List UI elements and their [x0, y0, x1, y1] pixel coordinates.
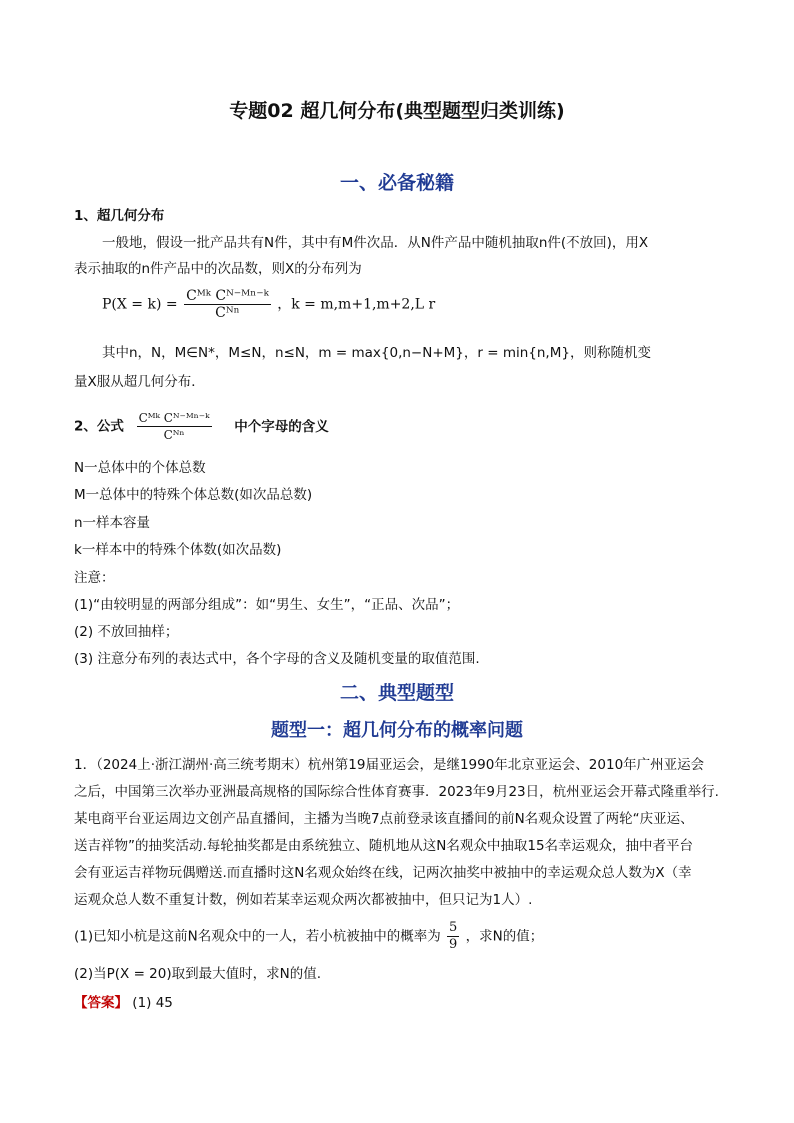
paragraph-2-line-2: 量X服从超几何分布． — [74, 374, 205, 390]
formula-rhs: ，k = m,m+1,m+2,L r — [277, 296, 436, 313]
formula-denominator: Cᴺⁿ — [215, 305, 240, 321]
paragraph-2-line-1: 其中n，N，M∈N*，M≤N，n≤N，m = max{0,n−N+M}，r = min{n,M}，则称随机变 — [102, 345, 651, 361]
question-1-line-5: 会有亚运吉祥物玩偶赠送.而直播时这N名观众始终在线，记两次抽奖中被抽中的幸运观众总人数为X（幸 — [74, 865, 692, 881]
definition-N: N一总体中的个体总数 — [74, 460, 206, 476]
heading-formula-prefix: 2、公式 — [74, 418, 124, 435]
definition-k: k一样本中的特殊个体数(如次品数) — [74, 542, 282, 558]
definition-M: M一总体中的特殊个体总数(如次品总数) — [74, 487, 313, 503]
subsection-heading-1: 题型一：超几何分布的概率问题 — [271, 720, 523, 741]
formula-numerator: Cᴹᵏ Cᴺ⁻ᴹⁿ⁻ᵏ — [186, 288, 269, 304]
inline-formula-numerator: Cᴹᵏ Cᴺ⁻ᴹⁿ⁻ᵏ — [138, 411, 210, 425]
probability-denominator: 9 — [449, 937, 458, 952]
inline-formula — [137, 410, 212, 443]
note-3: (3) 注意分布列的表达式中，各个字母的含义及随机变量的取值范围. — [74, 651, 480, 667]
question-1-line-1: 1．（2024上·浙江湖州·高三统考期末）杭州第19届亚运会，是继1990年北京亚运会、2010年广州亚运会 — [74, 757, 705, 773]
question-1-line-4: 送吉祥物”的抽奖活动.每轮抽奖都是由系统独立、随机地从这N名观众中抽取15名幸运观众，抽中者平台 — [74, 838, 694, 854]
question-1-line-2: 之后，中国第三次举办亚洲最高规格的国际综合性体育赛事．2023年9月23日，杭州亚运会开幕式隆重举行. — [74, 784, 719, 800]
formula-lhs: P(X = k) = — [102, 296, 178, 313]
probability-numerator: 5 — [449, 920, 458, 935]
answer-line — [74, 993, 173, 1013]
part-1-prefix: (1)已知小杭是这前N名观众中的一人，若小杭被抽中的概率为 — [74, 928, 441, 945]
part-1-suffix: ，求N的值； — [465, 928, 544, 945]
section-heading-1: 一、必备秘籍 — [339, 172, 454, 194]
page-title: 专题02 超几何分布(典型题型归类训练) — [229, 100, 565, 122]
definition-n: n一样本容量 — [74, 515, 151, 531]
paragraph-1-line-1: 一般地，假设一批产品共有N件，其中有M件次品．从N件产品中随机抽取n件(不放回)，用X — [102, 235, 649, 251]
note-2: (2) 不放回抽样； — [74, 624, 179, 640]
note-title: 注意： — [74, 570, 115, 586]
probability-fraction — [447, 920, 459, 953]
answer-text: (1) 45 — [132, 995, 173, 1011]
paragraph-1-line-2: 表示抽取的n件产品中的次品数，则X的分布列为 — [74, 261, 362, 277]
inline-formula-denominator: Cᴺⁿ — [163, 428, 185, 442]
section-heading-2: 二、典型题型 — [339, 682, 454, 704]
question-1-part-2: (2)当P(X = 20)取到最大值时，求N的值. — [74, 966, 322, 982]
question-1-part-1 — [74, 920, 543, 953]
heading-formula-meaning — [74, 410, 329, 443]
heading-hypergeometric: 1、超几何分布 — [74, 208, 165, 224]
answer-label: 【答案】 — [74, 995, 128, 1011]
question-1-line-3: 某电商平台亚运周边文创产品直播间，主播为当晚7点前登录该直播间的前N名观众设置了两轮“庆亚运、 — [74, 811, 694, 827]
note-1: (1)“由较明显的两部分组成”：如“男生、女生”，“正品、次品”； — [74, 597, 460, 613]
heading-formula-suffix: 中个字母的含义 — [234, 418, 329, 435]
question-1-line-6: 运观众总人数不重复计数，例如若某幸运观众两次都被抽中，但只记为1人）. — [74, 892, 533, 908]
distribution-formula — [102, 288, 435, 321]
formula-fraction — [184, 288, 271, 321]
